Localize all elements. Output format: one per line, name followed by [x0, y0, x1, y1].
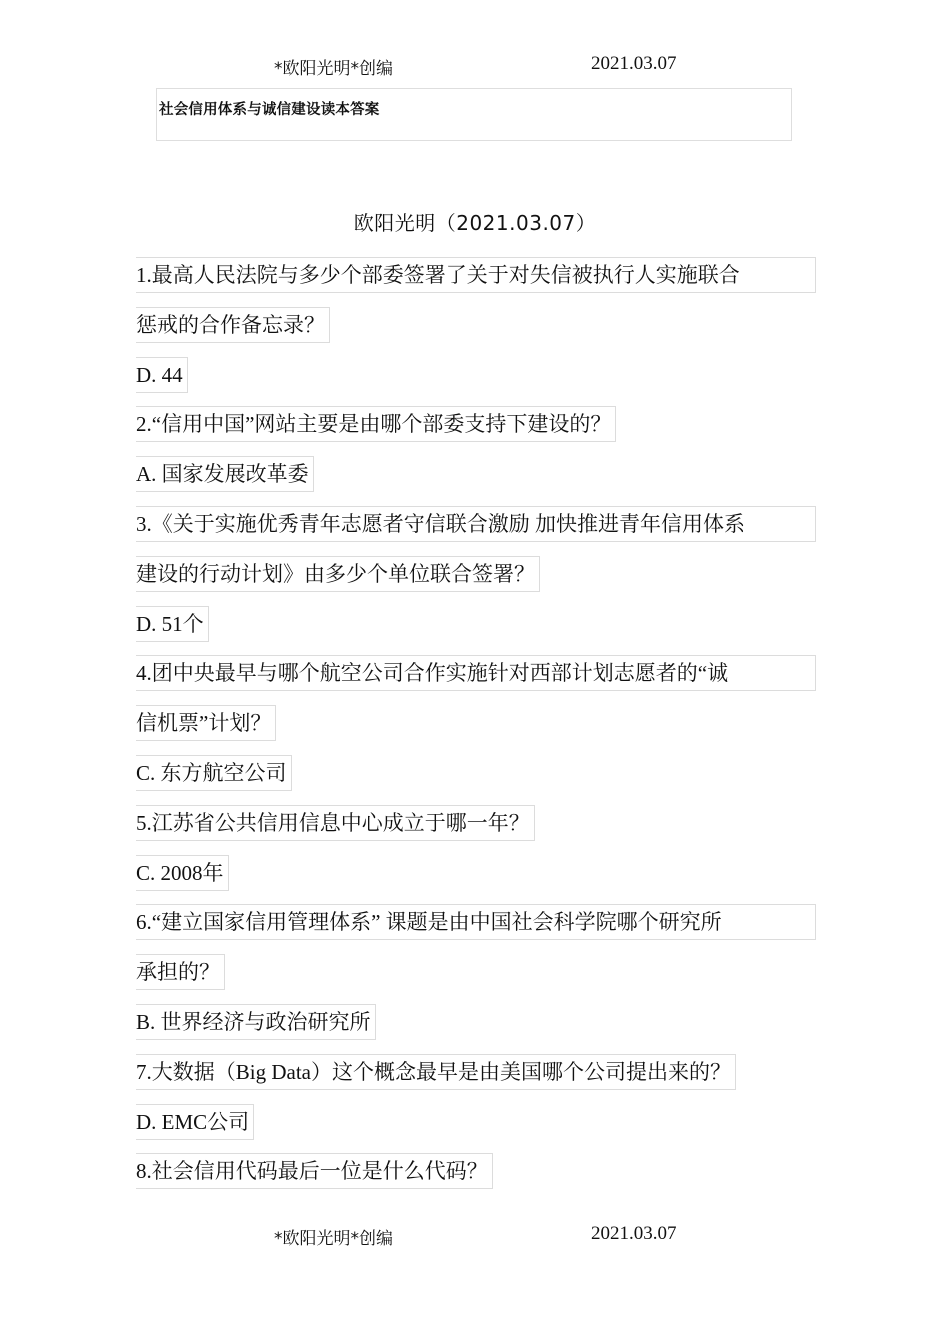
answer-1: D. 44: [136, 357, 188, 393]
header-date: 2021.03.07: [591, 53, 677, 74]
answer-6: B. 世界经济与政治研究所: [136, 1004, 376, 1040]
question-8: 8.社会信用代码最后一位是什么代码？: [136, 1153, 493, 1189]
question-6-line-1: 6.“建立国家信用管理体系” 课题是由中国社会科学院哪个研究所: [136, 904, 816, 940]
question-2: 2.“信用中国”网站主要是由哪个部委支持下建设的？: [136, 406, 616, 442]
footer-date: 2021.03.07: [591, 1223, 677, 1244]
page-footer: [0, 1220, 950, 1250]
page-header: [0, 50, 950, 80]
question-3-line-1: 3.《关于实施优秀青年志愿者守信联合激励 加快推进青年信用体系: [136, 506, 816, 542]
header-author: *欧阳光明*创编: [274, 59, 393, 79]
document-title-box: [156, 88, 792, 141]
question-1-line-2: 惩戒的合作备忘录？: [136, 307, 330, 343]
question-answer-list: [136, 257, 836, 1203]
answer-3: D. 51个: [136, 606, 209, 642]
question-7: 7.大数据（Big Data）这个概念最早是由美国哪个公司提出来的？: [136, 1054, 736, 1090]
question-6-line-2: 承担的？: [136, 954, 225, 990]
answer-2: A. 国家发展改革委: [136, 456, 314, 492]
question-5: 5.江苏省公共信用信息中心成立于哪一年？: [136, 805, 535, 841]
question-3-line-2: 建设的行动计划》由多少个单位联合签署？: [136, 556, 540, 592]
question-4-line-2: 信机票”计划？: [136, 705, 276, 741]
document-title: 社会信用体系与诚信建设读本答案: [159, 102, 380, 118]
document-subtitle: 欧阳光明（2021.03.07）: [353, 211, 597, 235]
answer-7: D. EMC公司: [136, 1104, 254, 1140]
footer-author: *欧阳光明*创编: [274, 1229, 393, 1249]
question-1-line-1: 1.最高人民法院与多少个部委签署了关于对失信被执行人实施联合: [136, 257, 816, 293]
answer-5: C. 2008年: [136, 855, 229, 891]
answer-4: C. 东方航空公司: [136, 755, 292, 791]
question-4-line-1: 4.团中央最早与哪个航空公司合作实施针对西部计划志愿者的“诚: [136, 655, 816, 691]
